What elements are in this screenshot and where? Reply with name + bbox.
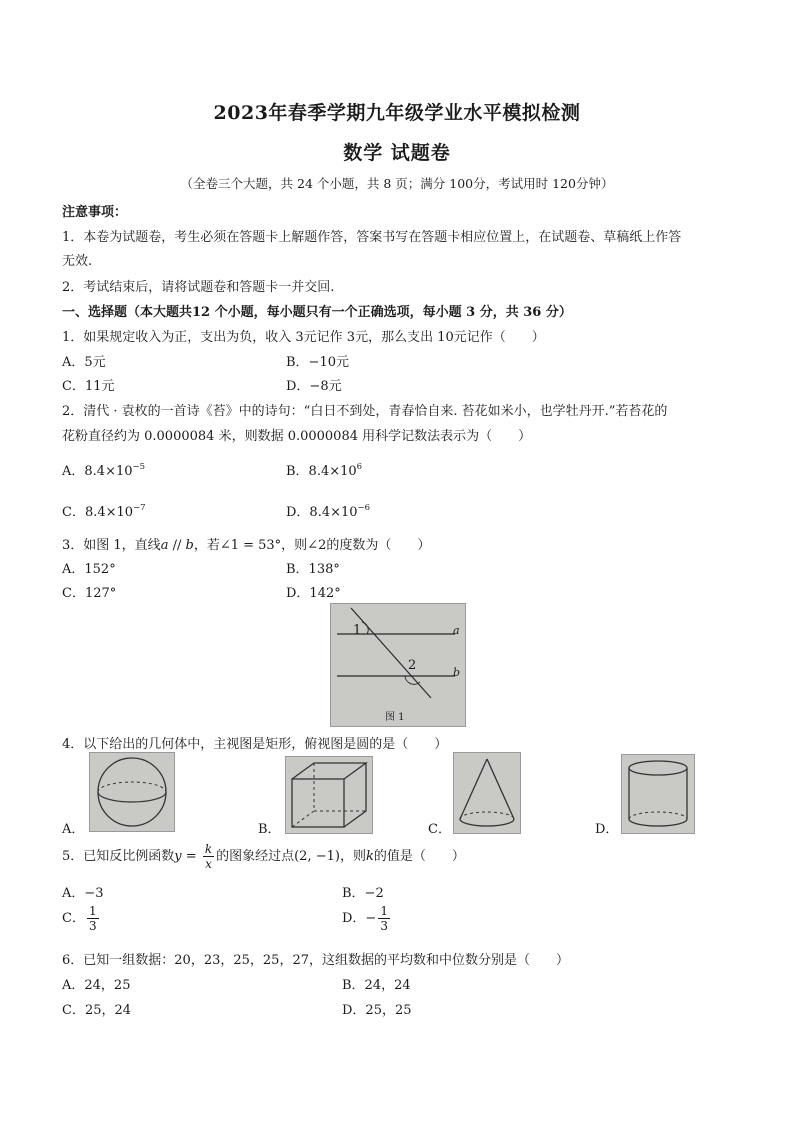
q4-option-b-label: B． [258, 822, 281, 837]
figure-label-2: 2 [408, 658, 417, 673]
q4-option-a-label: A． [62, 822, 85, 837]
cone-icon [453, 752, 521, 834]
figure-1 [330, 603, 466, 727]
cube-icon [285, 756, 373, 834]
figure-label-a: a [453, 624, 460, 637]
q1-option-b: B．−10元 [286, 355, 349, 370]
q6-option-d: D．25，25 [342, 1003, 412, 1018]
angle-1-arc [362, 622, 368, 634]
q5-fraction-k-over-x: $\frac{k}{x}$ [204, 842, 213, 871]
q3-stem: 3．如图 1，直线a // b，若∠1 = 53°，则∠2的度数为（ ） [62, 538, 431, 553]
q5-option-c: C． $\frac{1}{3}$ [62, 904, 97, 933]
figure-caption: 图 1 [385, 712, 405, 723]
q3-option-d: D．142° [286, 586, 341, 601]
q3-option-a: A．152° [62, 562, 116, 577]
note-1-line-2: 无效. [62, 254, 93, 269]
cylinder-icon [621, 754, 695, 834]
notes-heading: 注意事项： [62, 205, 128, 220]
figure-label-1: 1 [353, 623, 362, 638]
q1-option-d: D．−8元 [286, 379, 342, 394]
q1-option-c: C．11元 [62, 379, 115, 394]
q6-option-c: C．25，24 [62, 1003, 132, 1018]
q3-option-b: B．138° [286, 562, 340, 577]
q6-option-a: A．24，25 [62, 978, 131, 993]
figure-label-b: b [453, 666, 461, 679]
q5-option-d: D．− $\frac{1}{3}$ [342, 904, 388, 933]
q2-option-c: C．$8.4\times 10^{-7}$ [62, 503, 146, 520]
sphere-icon [89, 752, 175, 832]
q4-stem: 4．以下给出的几何体中，主视图是矩形，俯视图是圆的是（ ） [62, 737, 448, 752]
exam-subject: 数学 试题卷 [343, 142, 451, 164]
q6-option-b: B．24，24 [342, 978, 411, 993]
q5-stem: 5．已知反比例函数y = $\frac{k}{x}$ 的图象经过点(2, −1)，则k的值是（ ） [62, 842, 465, 871]
exam-title: 2023年春季学期九年级学业水平模拟检测 [213, 102, 581, 124]
q4-option-c-label: C． [428, 822, 451, 837]
q6-stem: 6．已知一组数据：20，23，25，25，27，这组数据的平均数和中位数分别是（ ） [62, 953, 569, 968]
section-1-heading: 一、选择题（本大题共12 个小题，每小题只有一个正确选项，每小题 3 分，共 36 分） [62, 305, 572, 320]
q5-option-a: A．−3 [62, 886, 104, 901]
q2-option-b: B．$8.4\times 10^6$ [286, 462, 363, 479]
q1-stem: 1．如果规定收入为正，支出为负，收入 3元记作 3元，那么支出 10元记作（ ） [62, 330, 545, 345]
q2-option-a: A．$8.4\times 10^{-5}$ [62, 462, 146, 479]
q3-option-c: C．127° [62, 586, 117, 601]
q2-stem-line-1: 2．清代 · 袁枚的一首诗《苔》中的诗句：“白日不到处，青春恰自来. 苔花如米小，也学牡丹开.”若苔花的 [62, 404, 668, 419]
q5-option-b: B．−2 [342, 886, 384, 901]
q1-option-a: A．5元 [62, 355, 106, 370]
q4-option-d-label: D． [595, 822, 619, 837]
q2-option-d: D．$8.4\times 10^{-6}$ [286, 503, 371, 520]
note-1-line-1: 1．本卷为试题卷，考生必须在答题卡上解题作答，答案书写在答题卡相应位置上，在试题卷、草稿纸上作答 [62, 230, 682, 245]
exam-info: （全卷三个大题，共 24 个小题，共 8 页；满分 100分，考试用时 120分钟） [180, 176, 614, 191]
transversal-line [351, 608, 431, 698]
q2-stem-line-2: 花粉直径约为 0.0000084 米，则数据 0.0000084 用科学记数法表示为（ ） [62, 429, 532, 444]
note-2: 2．考试结束后，请将试题卷和答题卡一并交回. [62, 280, 335, 295]
